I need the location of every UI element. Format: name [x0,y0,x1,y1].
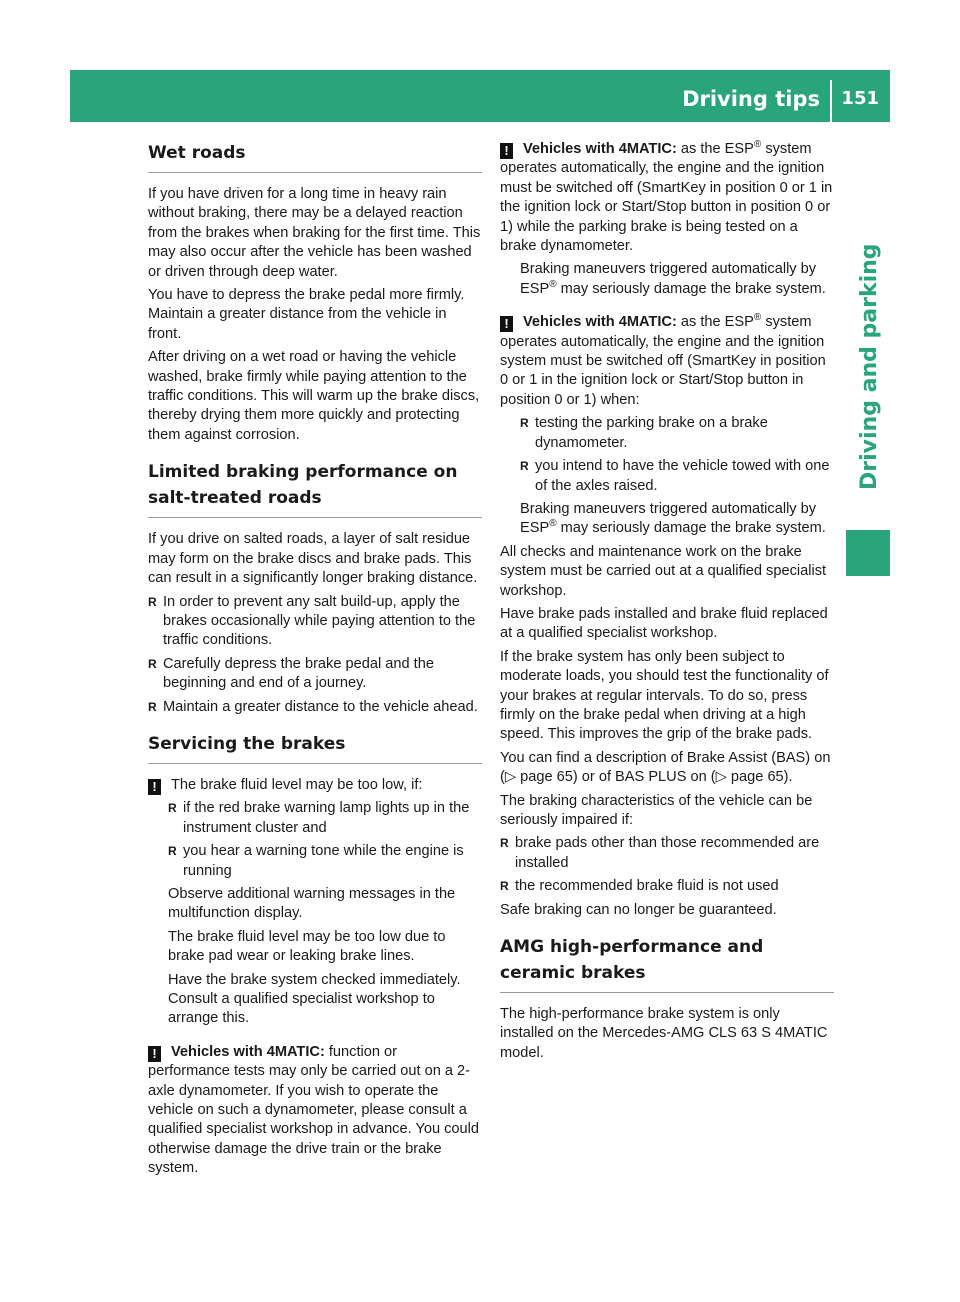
warning-4matic-dyno [148,1043,482,1179]
warning-4matic-esp-1-p2 [500,260,834,299]
registered-mark: ® [753,139,762,151]
warning-brake-fluid-p2: The brake fluid level may be too low due to brake pad wear or leaking brake lines. [168,928,446,965]
side-tab-label: Driving and parking [857,243,882,490]
warning-4matic-esp-1-p2b: may seriously damage the brake system. [556,280,826,297]
right-paragraph-2: Have brake pads installed and brake fluid replaced at a qualified specialist workshop. [500,605,828,642]
warning-icon: ! [148,1046,161,1062]
amg-heading-block [500,934,834,993]
warning-4matic-esp-1-bold: Vehicles with 4MATIC: [523,141,677,157]
warning-esp-2-bullet-1: R testing the parking brake on a brake dynamometer. [520,414,834,453]
right-bullet-2: R the recommended brake fluid is not used [500,877,834,896]
header-bar [70,70,890,122]
warning-4matic-esp-2 [500,313,834,410]
salt-heading: Limited braking performance on salt-treated roads [148,462,458,509]
warning-4matic-esp-1-text-a: as the ESP [676,141,754,157]
salt-bullet-3: R Maintain a greater distance to the vehicle ahead. [148,698,482,717]
warning-4matic-esp-1-text-b: system operates automatically, the engine and the ignition must be switched off (SmartKey in position 0 or 1 in the ignition lock or Start/Stop button in position 0 or 1) while the parking brake is being tested on a brake dynamometer. [500,141,833,255]
header-divider [830,80,832,122]
warning-4matic-esp-1 [500,140,834,256]
warning-4matic-dyno-text: function or performance tests may only be carried out on a 2-axle dynamometer. If you wish to operate the vehicle on such a dynamometer, please consult a qualified specialist workshop in advance. You could otherwise damage the drive train or the brake system. [148,1043,480,1177]
salt-paragraph-1: If you drive on salted roads, a layer of salt residue may form on the brake discs and brake pads. This can result in a significantly longer braking distance. [148,531,478,587]
warning-brake-fluid-p3: Have the brake system checked immediately. Consult a qualified specialist workshop to arrange this. [168,971,461,1027]
registered-mark: ® [753,312,762,324]
warning-icon: ! [148,779,161,795]
right-column [500,140,834,1067]
servicing-heading: Servicing the brakes [148,733,346,754]
warning-brake-fluid-bullet-2: R you hear a warning tone while the engine is running [168,842,482,881]
registered-mark: ® [549,518,557,530]
warning-4matic-esp-2-p2 [520,500,834,539]
salt-bullet-2: R Carefully depress the brake pedal and the beginning and end of a journey. [148,655,482,694]
side-tab-marker [846,530,890,576]
wet-roads-paragraph-1: If you have driven for a long time in heavy rain without braking, there may be a delayed reaction from the brakes when braking for the first time. This may also occur after the vehicle has been washed or driven through deep water. [148,186,481,280]
wet-roads-paragraph-3: After driving on a wet road or having the vehicle washed, brake firmly while paying attention to the traffic conditions. This will warm up the brake discs, thereby drying them more quickly and protecting them against corrosion. [148,349,480,443]
amg-paragraph-1: The high-performance brake system is only installed on the Mercedes-AMG CLS 63 S 4MATIC model. [500,1006,828,1061]
right-paragraph-6: Safe braking can no longer be guaranteed. [500,901,777,918]
salt-bullet-1: R In order to prevent any salt build-up, apply the brakes occasionally while paying attention to the traffic conditions. [148,593,482,651]
wet-roads-paragraph-2: You have to depress the brake pedal more firmly. Maintain a greater distance from the vehicle in front. [148,287,465,342]
warning-4matic-dyno-bold: Vehicles with 4MATIC: [171,1043,325,1060]
warning-4matic-esp-1-p2a: Braking maneuvers triggered automatically by ESP [520,261,817,297]
right-bullet-1: R brake pads other than those recommended are installed [500,834,834,873]
right-paragraph-1: All checks and maintenance work on the brake system must be carried out at a qualified specialist workshop. [500,543,827,599]
warning-brake-fluid-lead: The brake fluid level may be too low, if: [171,776,423,793]
servicing-heading-block [148,731,482,764]
warning-brake-fluid [148,776,482,1029]
warning-icon: ! [500,316,513,332]
amg-heading: AMG high-performance and ceramic brakes [500,937,764,984]
warning-4matic-esp-2-bold: Vehicles with 4MATIC: [523,314,677,331]
warning-4matic-esp-2-text-b: system operates automatically, the engine and the ignition system must be switched off (SmartKey in position 0 or 1 in the ignition lock or Start/Stop button in position 0 or 1) when: [500,314,826,408]
warning-esp-2-bullet-2: R you intend to have the vehicle towed with one of the axles raised. [520,457,834,496]
warning-4matic-esp-2-text-a: as the ESP [676,314,754,331]
right-paragraph-5: The braking characteristics of the vehicle can be seriously impaired if: [500,792,813,828]
right-paragraph-3: If the brake system has only been subject to moderate loads, you should test the functionality of your brakes at regular intervals. To do so, press firmly on the brake pedal when driving at a high speed. This improves the grip of the brake pads. [500,648,829,743]
warning-brake-fluid-p1: Observe additional warning messages in the multifunction display. [168,885,456,922]
left-column [148,140,482,1183]
warning-brake-fluid-bullet-1: R if the red brake warning lamp lights up in the instrument cluster and [168,799,482,838]
wet-roads-heading: Wet roads [148,143,246,163]
wet-roads-heading-block [148,140,482,173]
page-number: 151 [841,88,879,109]
registered-mark: ® [549,278,557,290]
warning-icon: ! [500,143,513,159]
salt-heading-block [148,459,482,518]
header-title: Driving tips [682,87,820,111]
right-paragraph-4: You can find a description of Brake Assist (BAS) on (▷ page 65) or of BAS PLUS on (▷ page 65). [500,749,831,786]
warning-4matic-esp-2-p2b: may seriously damage the brake system. [556,520,826,537]
warning-4matic-esp-2-body [500,414,834,538]
warning-4matic-esp-2-p2a: Braking maneuvers triggered automatically by ESP [520,500,817,537]
